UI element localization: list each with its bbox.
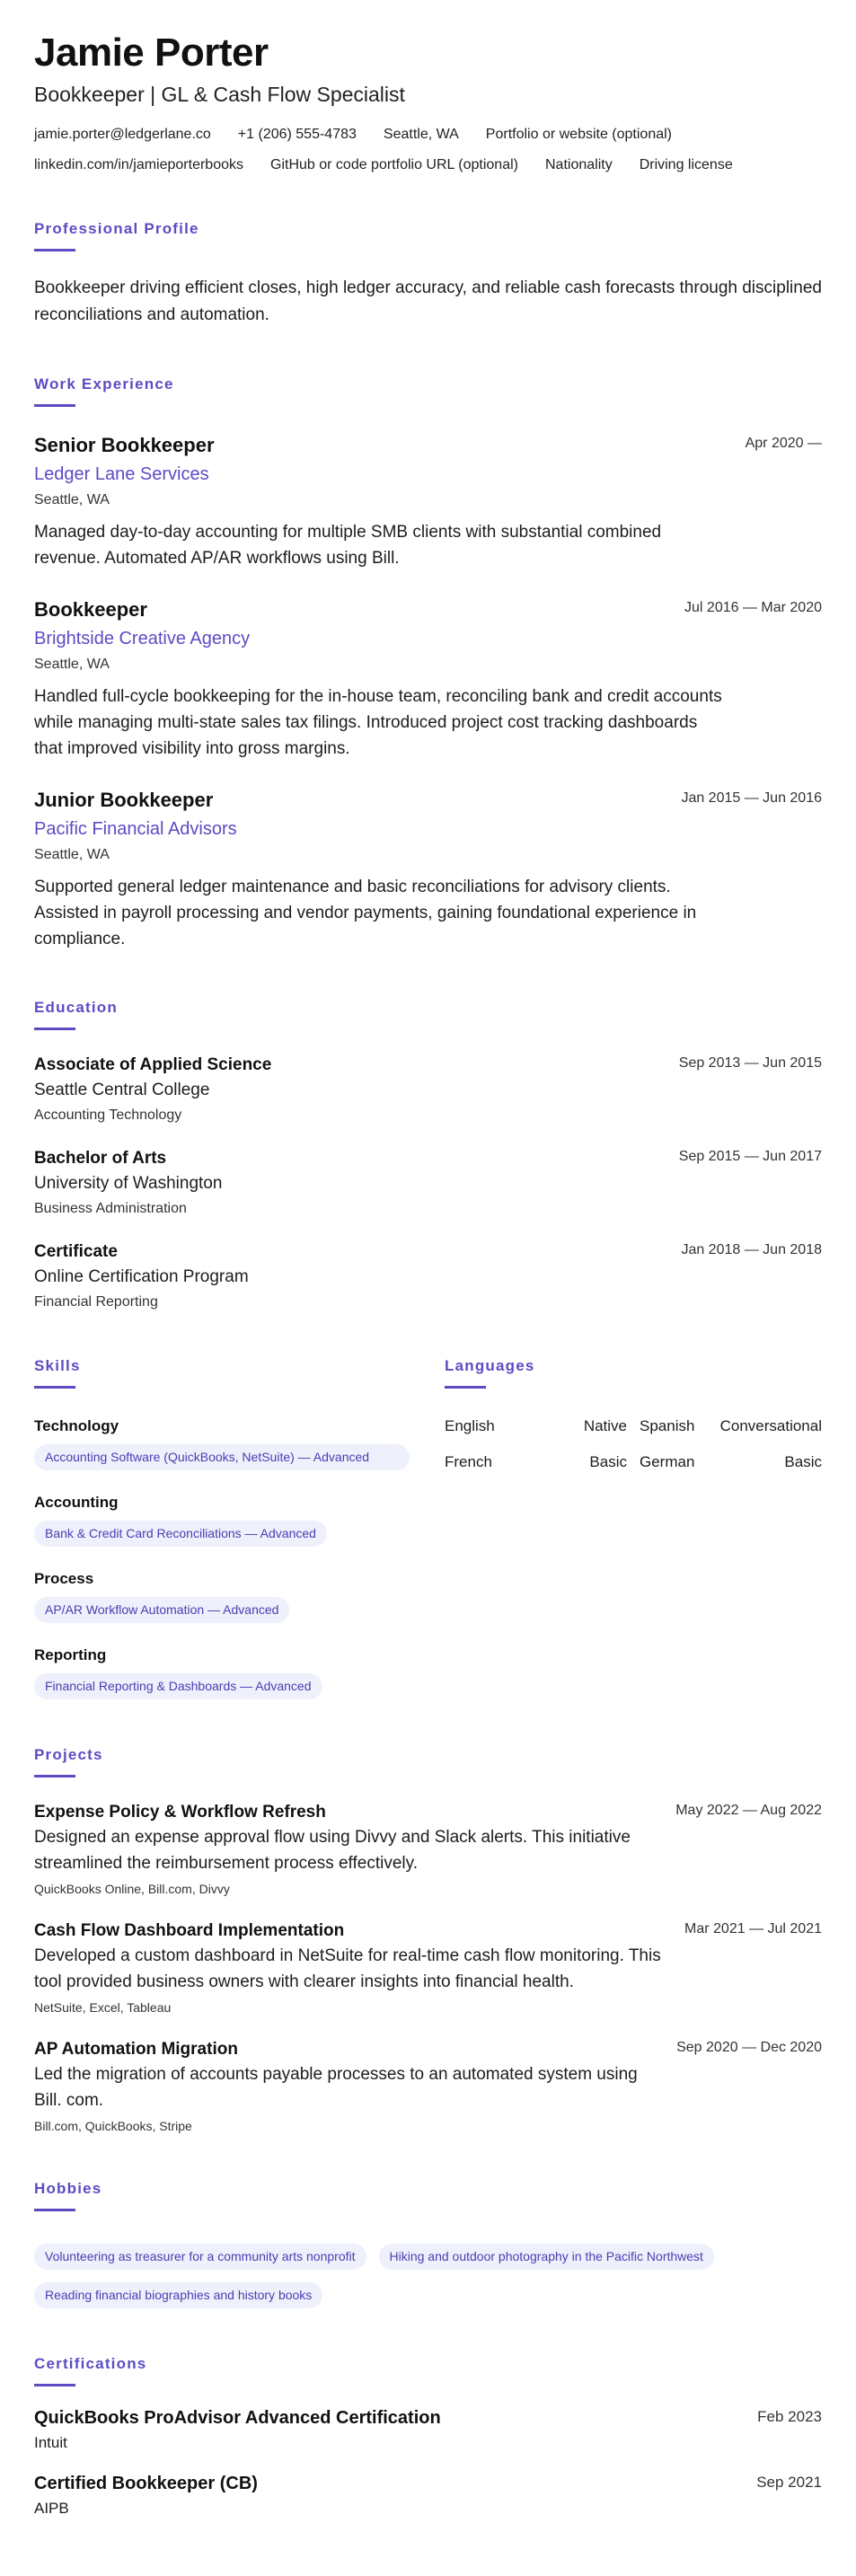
certifications-section — [34, 2355, 822, 2518]
certification-entry — [34, 2408, 822, 2452]
hobbies-section — [34, 2180, 822, 2308]
language-level: Native — [583, 1417, 627, 1435]
education-degree: Certificate — [34, 1242, 118, 1262]
language-level: Basic — [589, 1453, 627, 1471]
project-entry — [34, 1921, 822, 2015]
certification-issuer: Intuit — [34, 2434, 67, 2452]
language-name: English — [445, 1417, 495, 1435]
job-title: Senior Bookkeeper — [34, 434, 215, 457]
education-field: Business Administration — [34, 1201, 187, 1217]
candidate-headline: Bookkeeper | GL & Cash Flow Specialist — [34, 83, 405, 107]
certification-date: Sep 2021 — [756, 2474, 822, 2492]
education-school: University of Washington — [34, 1174, 223, 1194]
language-item — [640, 1417, 822, 1435]
skill-chip: Accounting Software (QuickBooks, NetSuite) — Advanced — [34, 1444, 410, 1470]
certification-name: QuickBooks ProAdvisor Advanced Certification — [34, 2408, 441, 2429]
education-school: Online Certification Program — [34, 1267, 249, 1287]
job-location: Seattle, WA — [34, 657, 110, 673]
education-entry — [34, 1149, 822, 1217]
skill-category: Process — [34, 1570, 94, 1588]
skill-group — [34, 1570, 410, 1623]
skills-section — [34, 1357, 410, 1699]
contact-phone[interactable]: +1 (206) 555-4783 — [237, 127, 357, 143]
language-name: Spanish — [640, 1417, 695, 1435]
project-title: AP Automation Migration — [34, 2040, 238, 2060]
job-description: Managed day-to-day accounting for multiple SMB clients with substantial combined revenue. Automated AP/AR workflows using Bill. — [34, 523, 662, 569]
section-title: Languages — [445, 1357, 535, 1375]
contact-driving-license: Driving license — [639, 157, 733, 173]
job-description: Handled full-cycle bookkeeping for the in-house team, reconciling bank and credit accounts while managing multi-state sales tax filings. Introduced project cost tracking dashboards that improved visibility into gross margins. — [34, 687, 722, 759]
project-entry — [34, 1803, 822, 1896]
education-degree: Associate of Applied Science — [34, 1055, 272, 1075]
section-divider — [34, 1028, 75, 1030]
job-title: Junior Bookkeeper — [34, 789, 214, 812]
certification-date: Feb 2023 — [757, 2408, 822, 2426]
job-date: Apr 2020 — — [745, 436, 822, 452]
contact-list — [34, 127, 822, 173]
section-title: Projects — [34, 1746, 103, 1764]
project-tools: Bill.com, QuickBooks, Stripe — [34, 2119, 192, 2134]
skill-category: Technology — [34, 1417, 119, 1435]
section-title: Education — [34, 999, 118, 1017]
section-divider — [34, 249, 75, 251]
contact-email[interactable]: jamie.porter@ledgerlane.co — [34, 127, 211, 143]
job-entry — [34, 789, 822, 952]
job-location: Seattle, WA — [34, 847, 110, 863]
section-title: Work Experience — [34, 375, 174, 393]
skill-category: Reporting — [34, 1646, 107, 1664]
education-entry — [34, 1055, 822, 1124]
section-title: Certifications — [34, 2355, 147, 2373]
contact-nationality: Nationality — [544, 157, 613, 173]
project-tools: NetSuite, Excel, Tableau — [34, 2000, 172, 2016]
contact-github[interactable]: GitHub or code portfolio URL (optional) — [270, 157, 518, 173]
section-divider — [34, 2209, 75, 2211]
language-item — [445, 1417, 627, 1435]
section-divider — [34, 2384, 75, 2386]
skill-chip: Bank & Credit Card Reconciliations — Advanced — [34, 1521, 327, 1547]
language-level: Basic — [784, 1453, 822, 1471]
language-item — [445, 1453, 627, 1471]
education-section — [34, 999, 822, 1310]
project-title: Cash Flow Dashboard Implementation — [34, 1921, 345, 1941]
language-list — [445, 1417, 822, 1471]
skill-chip: AP/AR Workflow Automation — Advanced — [34, 1597, 289, 1623]
section-divider — [34, 1386, 75, 1389]
certification-entry — [34, 2474, 822, 2518]
project-date: May 2022 — Aug 2022 — [675, 1803, 822, 1819]
education-date: Jan 2018 — Jun 2018 — [681, 1242, 822, 1258]
education-field: Financial Reporting — [34, 1294, 158, 1310]
contact-location: Seattle, WA — [383, 127, 459, 143]
job-entry — [34, 434, 822, 571]
job-description: Supported general ledger maintenance and basic reconciliations for advisory clients. Assisted in payroll processing and vendor payments, gaining foundational experience in compliance. — [34, 878, 697, 949]
job-title: Bookkeeper — [34, 598, 147, 622]
section-divider — [445, 1386, 486, 1389]
section-title: Skills — [34, 1357, 81, 1375]
section-title: Professional Profile — [34, 220, 199, 238]
section-title: Hobbies — [34, 2180, 102, 2198]
project-entry — [34, 2040, 822, 2133]
language-item — [640, 1453, 822, 1471]
project-tools: QuickBooks Online, Bill.com, Divvy — [34, 1882, 230, 1897]
education-degree: Bachelor of Arts — [34, 1149, 167, 1169]
projects-section — [34, 1746, 822, 2133]
profile-summary: Bookkeeper driving efficient closes, high ledger accuracy, and reliable cash forecasts through disciplined reconciliations and automation. — [34, 278, 822, 325]
job-date: Jan 2015 — Jun 2016 — [681, 790, 822, 807]
experience-section — [34, 375, 822, 952]
project-description: Developed a custom dashboard in NetSuite for real-time cash flow monitoring. This tool provided business owners with clearer insights into financial health. — [34, 1946, 661, 1992]
language-name: French — [445, 1453, 492, 1471]
language-name: German — [640, 1453, 695, 1471]
skills-languages-row — [34, 1357, 822, 1699]
project-date: Sep 2020 — Dec 2020 — [676, 2040, 822, 2056]
job-entry — [34, 598, 822, 762]
section-divider — [34, 1775, 75, 1778]
hobby-list — [34, 2231, 822, 2308]
hobby-chip: Hiking and outdoor photography in the Pacific Northwest — [379, 2244, 714, 2270]
job-location: Seattle, WA — [34, 492, 110, 508]
contact-linkedin[interactable]: linkedin.com/in/jamieporterbooks — [34, 157, 243, 173]
education-entry — [34, 1242, 822, 1310]
candidate-name: Jamie Porter — [34, 31, 269, 75]
resume-header — [34, 32, 822, 173]
skill-category: Accounting — [34, 1494, 119, 1512]
skill-group — [34, 1417, 410, 1470]
hobby-chip: Volunteering as treasurer for a community arts nonprofit — [34, 2244, 366, 2270]
education-date: Sep 2013 — Jun 2015 — [678, 1055, 822, 1072]
job-company: Brightside Creative Agency — [34, 629, 251, 649]
profile-section — [34, 220, 822, 329]
project-date: Mar 2021 — Jul 2021 — [684, 1921, 822, 1937]
education-date: Sep 2015 — Jun 2017 — [678, 1149, 822, 1165]
education-school: Seattle Central College — [34, 1081, 210, 1100]
hobby-chip: Reading financial biographies and history books — [34, 2282, 322, 2308]
certification-issuer: AIPB — [34, 2500, 69, 2518]
languages-section — [445, 1357, 822, 1699]
project-description: Designed an expense approval flow using Divvy and Slack alerts. This initiative streamlined the reimbursement process effectively. — [34, 1828, 631, 1874]
education-field: Accounting Technology — [34, 1107, 182, 1124]
skill-group — [34, 1494, 410, 1547]
job-company: Pacific Financial Advisors — [34, 819, 237, 840]
skill-chip: Financial Reporting & Dashboards — Advanced — [34, 1673, 322, 1699]
certification-name: Certified Bookkeeper (CB) — [34, 2474, 258, 2494]
contact-portfolio[interactable]: Portfolio or website (optional) — [485, 127, 673, 143]
project-title: Expense Policy & Workflow Refresh — [34, 1803, 326, 1822]
language-level: Conversational — [719, 1417, 822, 1435]
section-divider — [34, 404, 75, 407]
job-company: Ledger Lane Services — [34, 464, 209, 485]
job-date: Jul 2016 — Mar 2020 — [684, 600, 822, 616]
project-description: Led the migration of accounts payable processes to an automated system using Bill. com. — [34, 2065, 638, 2111]
skill-group — [34, 1646, 410, 1699]
